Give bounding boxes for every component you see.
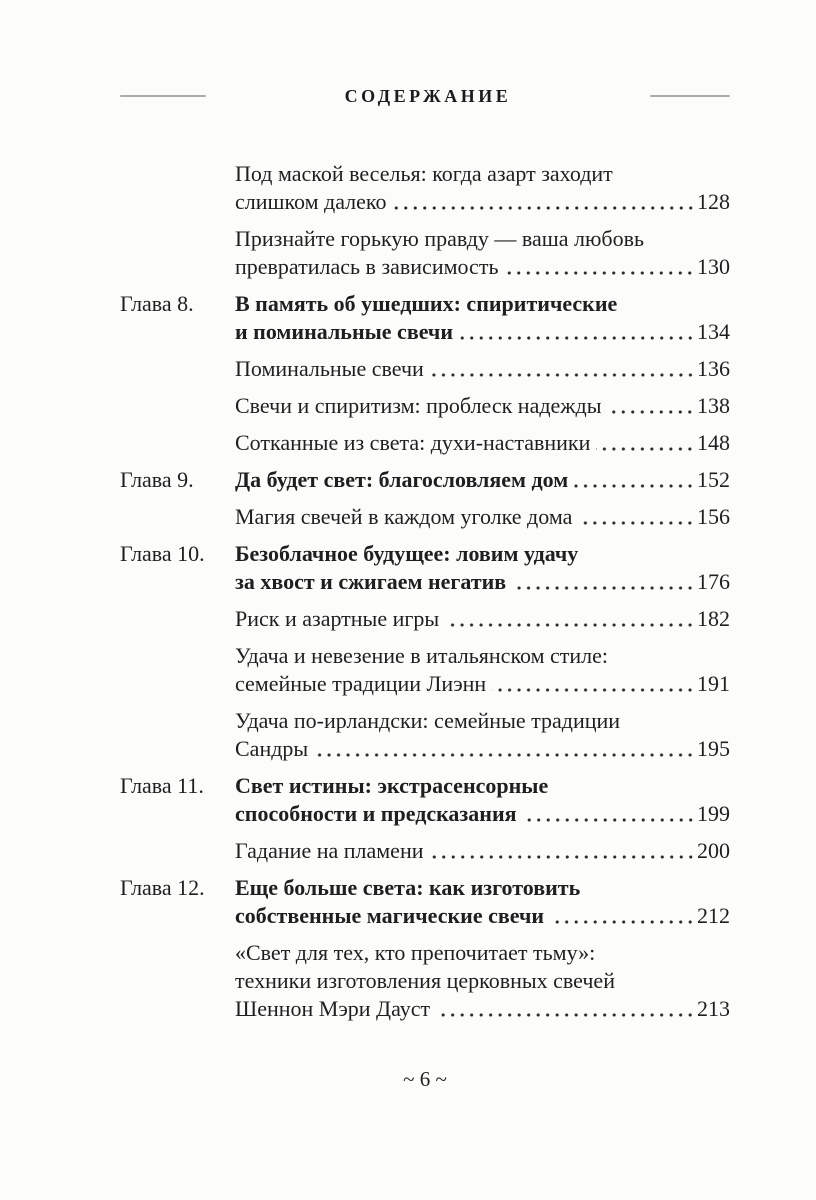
header-rule-right (650, 95, 730, 97)
toc-entry (120, 642, 730, 698)
chapter-label: Глава 9. (120, 467, 194, 492)
entry-body (235, 837, 730, 865)
toc-list (120, 160, 730, 1023)
toc-line (235, 466, 730, 494)
toc-entry (120, 160, 730, 216)
toc-entry (120, 707, 730, 763)
entry-body (235, 874, 730, 930)
toc-line: Безоблачное будущее: ловим удачу (235, 541, 579, 566)
toc-line (235, 670, 730, 698)
entry-body (235, 503, 730, 531)
entry-body (235, 540, 730, 596)
toc-page-number: 152 (697, 467, 730, 492)
chapter-label: Глава 11. (120, 773, 204, 798)
chapter-label: Глава 12. (120, 875, 205, 900)
toc-line (235, 902, 730, 930)
toc-page-number: 191 (697, 671, 730, 696)
toc-entry-text: и поминальные свечи (235, 319, 454, 344)
entry-body (235, 160, 730, 216)
toc-line (235, 318, 730, 346)
entry-body (235, 707, 730, 763)
chapter-label: Глава 10. (120, 541, 205, 566)
dot-leader (445, 605, 697, 633)
dot-leader (523, 800, 697, 828)
toc-entry (120, 466, 730, 494)
contents-header (120, 84, 730, 108)
toc-line: техники изготовления церковных свечей (235, 968, 615, 993)
toc-line (235, 995, 730, 1023)
toc-line (235, 568, 730, 596)
entry-body (235, 225, 730, 281)
toc-line (235, 837, 730, 865)
chapter-label (120, 503, 235, 531)
toc-page-number: 212 (697, 903, 730, 928)
toc-entry-text: способности и предсказания (235, 801, 517, 826)
toc-entry-text: Поминальные свечи (235, 356, 424, 381)
toc-entry-text: Да будет свет: благословляем дом (235, 467, 569, 492)
toc-entry (120, 837, 730, 865)
toc-page-number: 148 (697, 430, 730, 455)
entry-body (235, 466, 730, 494)
toc-entry-text: слишком далеко (235, 189, 387, 214)
chapter-label (120, 225, 235, 281)
toc-entry-text: семейные традиции Лиэнн (235, 671, 487, 696)
chapter-label (120, 605, 235, 633)
toc-entry (120, 874, 730, 930)
chapter-label (120, 429, 235, 457)
entry-body (235, 290, 730, 346)
toc-line: Еще больше света: как изготовить (235, 875, 581, 900)
toc-entry-text: Риск и азартные игры (235, 606, 440, 631)
dot-leader (596, 429, 697, 457)
contents-title: СОДЕРЖАНИЕ (344, 85, 512, 106)
toc-line (235, 800, 730, 828)
dot-leader (459, 318, 697, 346)
dot-leader (504, 253, 697, 281)
toc-entry-text: Сандры (235, 736, 309, 761)
toc-entry-text: собственные магические свечи (235, 903, 545, 928)
chapter-label (120, 392, 235, 420)
chapter-label: Глава 8. (120, 291, 194, 316)
toc-page-number: 199 (697, 801, 730, 826)
toc-page-number: 213 (697, 996, 730, 1021)
toc-page-number: 182 (697, 606, 730, 631)
toc-line (235, 253, 730, 281)
page-footer (120, 1065, 730, 1093)
page-number: ~ 6 ~ (403, 1067, 447, 1091)
toc-page-number: 195 (697, 736, 730, 761)
entry-body (235, 392, 730, 420)
dot-leader (574, 466, 697, 494)
toc-page-number: 138 (697, 393, 730, 418)
toc-page-number: 134 (697, 319, 730, 344)
toc-entry-text: Гадание на пламени (235, 838, 424, 863)
toc-line: Удача по-ирландски: семейные традиции (235, 708, 621, 733)
dot-leader (430, 355, 697, 383)
toc-line: Под маской веселья: когда азарт заходит (235, 161, 613, 186)
dot-leader (314, 735, 697, 763)
toc-entry (120, 355, 730, 383)
dot-leader (393, 188, 698, 216)
dot-leader (430, 837, 698, 865)
chapter-label (120, 355, 235, 383)
toc-entry-text: превратилась в зависимость (235, 254, 499, 279)
dot-leader (492, 670, 697, 698)
toc-line (235, 503, 730, 531)
toc-page-number: 156 (697, 504, 730, 529)
dot-leader (436, 995, 697, 1023)
toc-entry-text: за хвост и сжигаем негатив (235, 569, 507, 594)
toc-entry (120, 503, 730, 531)
toc-entry-text: Свечи и спиритизм: проблеск надежды (235, 393, 602, 418)
chapter-label (120, 837, 235, 865)
toc-entry-text: Сотканные из света: духи-наставники (235, 430, 591, 455)
toc-page-number: 128 (697, 189, 730, 214)
entry-body (235, 642, 730, 698)
toc-page-number: 130 (697, 254, 730, 279)
toc-line (235, 429, 730, 457)
toc-entry (120, 429, 730, 457)
toc-line (235, 392, 730, 420)
toc-page-number: 136 (697, 356, 730, 381)
dot-leader (607, 392, 697, 420)
toc-line (235, 188, 730, 216)
toc-entry (120, 939, 730, 1023)
dot-leader (550, 902, 697, 930)
toc-line: Признайте горькую правду — ваша любовь (235, 226, 645, 251)
entry-body (235, 355, 730, 383)
entry-body (235, 772, 730, 828)
dot-leader (578, 503, 697, 531)
dot-leader (512, 568, 697, 596)
toc-entry-text: Магия свечей в каждом уголке дома (235, 504, 573, 529)
toc-line (235, 735, 730, 763)
entry-body (235, 605, 730, 633)
header-rule-left (120, 95, 206, 97)
toc-line: В память об ушедших: спиритические (235, 291, 618, 316)
chapter-label (120, 939, 235, 1023)
chapter-label (120, 642, 235, 698)
toc-page-number: 200 (697, 838, 730, 863)
toc-entry (120, 540, 730, 596)
toc-entry (120, 290, 730, 346)
toc-page-number: 176 (697, 569, 730, 594)
toc-line: Удача и невезение в итальянском стиле: (235, 643, 609, 668)
toc-entry (120, 605, 730, 633)
toc-entry (120, 392, 730, 420)
toc-line: Свет истины: экстрасенсорные (235, 773, 549, 798)
entry-body (235, 939, 730, 1023)
toc-entry (120, 225, 730, 281)
toc-entry (120, 772, 730, 828)
chapter-label (120, 707, 235, 763)
toc-line (235, 355, 730, 383)
chapter-label (120, 160, 235, 216)
toc-line: «Свет для тех, кто препочитает тьму»: (235, 940, 596, 965)
toc-entry-text: Шеннон Мэри Дауст (235, 996, 431, 1021)
toc-line (235, 605, 730, 633)
entry-body (235, 429, 730, 457)
